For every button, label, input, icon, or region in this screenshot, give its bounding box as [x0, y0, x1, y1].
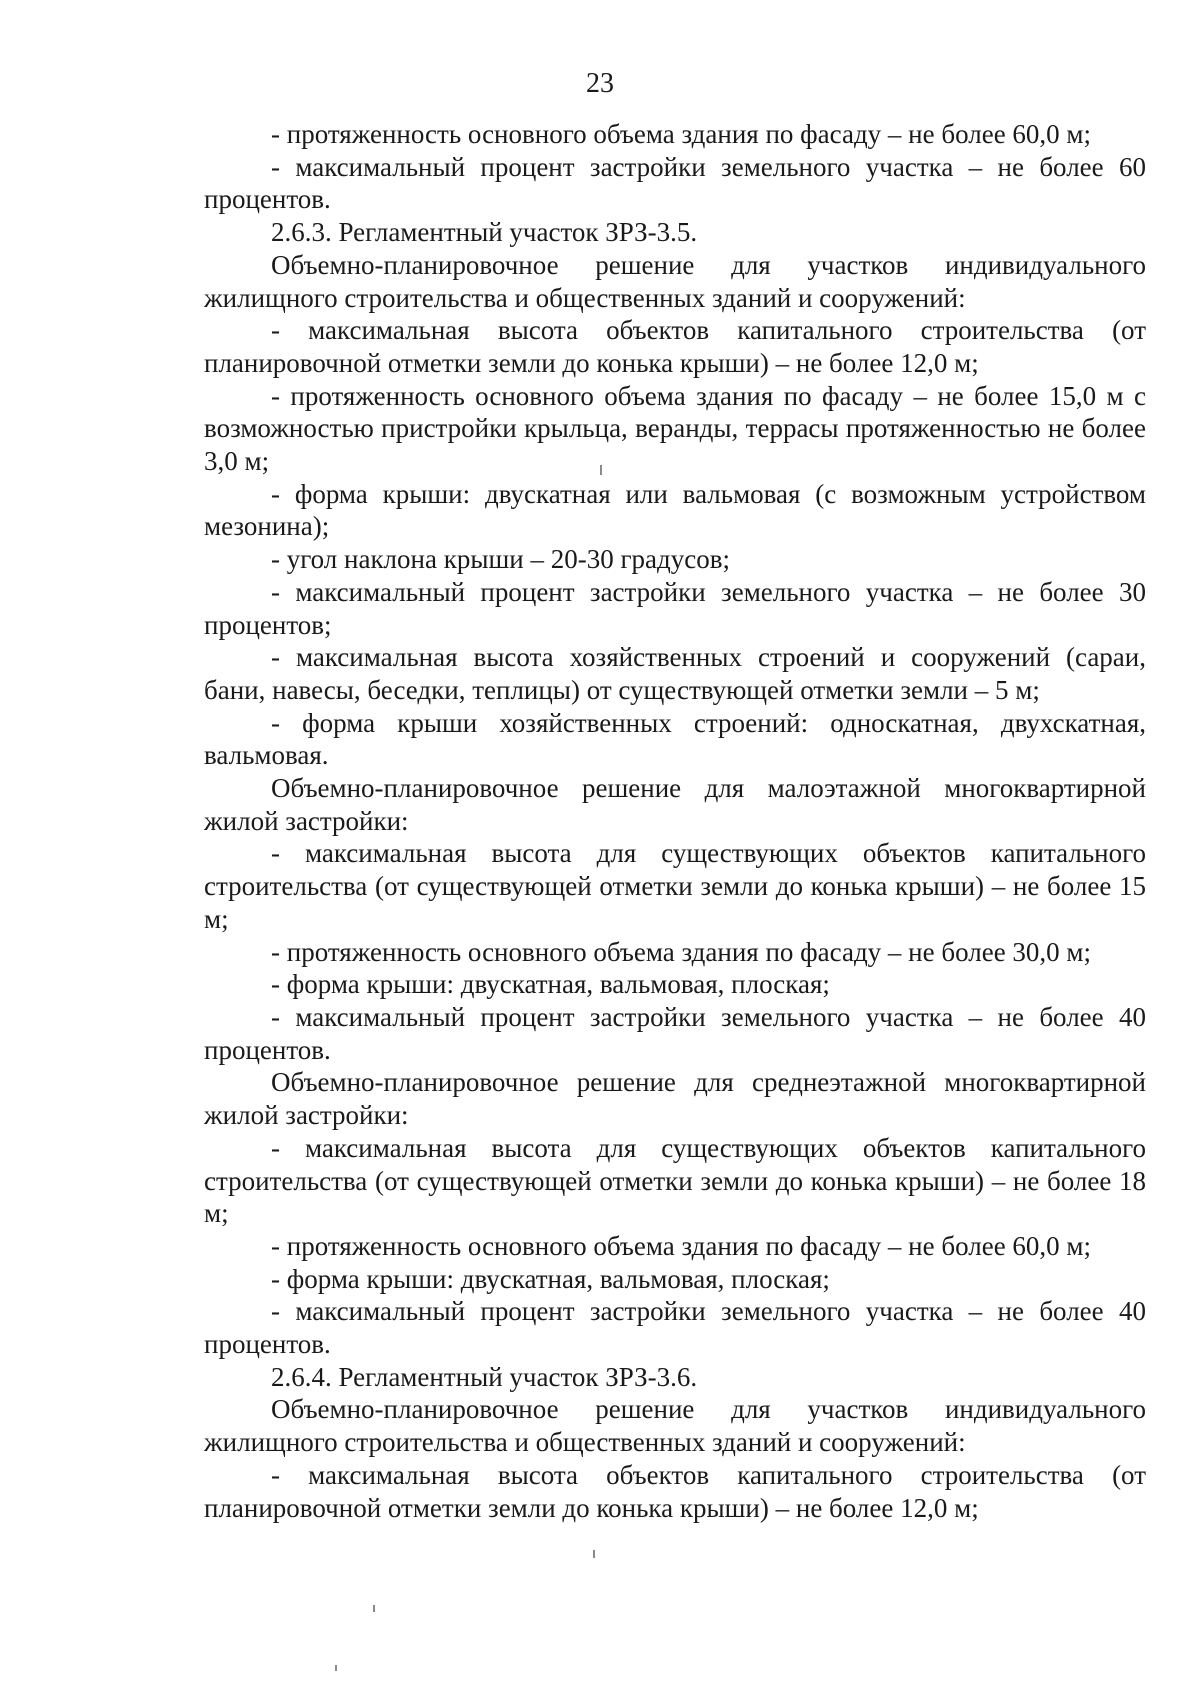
paragraph: - протяженность основного объема здания по фасаду – не более 30,0 м; — [271, 936, 1092, 967]
paragraph: - протяженность основного объема здания по фасаду – не более 15,0 м с возможностью пристройки крыльца, веранды, террасы протяженностью не более 3,0 м; — [204, 380, 1146, 477]
paragraph: - форма крыши: двускатная, вальмовая, плоская; — [271, 969, 830, 1000]
paragraph: - протяженность основного объема здания по фасаду – не более 60,0 м; — [271, 119, 1092, 149]
document-body — [204, 118, 1146, 1524]
paragraph: - форма крыши хозяйственных строений: односкатная, двухскатная, вальмовая. — [204, 707, 1146, 771]
section-heading: 2.6.3. Регламентный участок ЗРЗ-3.5. — [271, 217, 698, 248]
section-heading: 2.6.4. Регламентный участок ЗРЗ-3.6. — [271, 1361, 698, 1392]
page-number: 23 — [586, 68, 614, 99]
paragraph: Объемно-планировочное решение для малоэтажной многоквартирной жилой застройки: — [204, 773, 1146, 836]
paragraph: - максимальный процент застройки земельного участка – не более 40 процентов. — [204, 1001, 1146, 1065]
scan-artifact — [593, 1550, 595, 1558]
paragraph: - форма крыши: двускатная или вальмовая (с возможным устройством мезонина); — [204, 478, 1146, 542]
scan-artifact — [373, 1605, 375, 1612]
paragraph: - максимальный процент застройки земельного участка – не более 40 процентов. — [204, 1296, 1146, 1360]
paragraph: - максимальный процент застройки земельного участка – не более 30 процентов; — [204, 576, 1146, 640]
paragraph: - максимальная высота хозяйственных строений и сооружений (сараи, бани, навесы, беседки, теплицы) от существующей отметки земли – 5 м; — [204, 642, 1146, 705]
scan-artifact — [335, 1665, 337, 1671]
paragraph: - протяженность основного объема здания по фасаду – не более 60,0 м; — [271, 1230, 1092, 1261]
scan-artifact — [600, 465, 602, 475]
paragraph: - максимальная высота объектов капитального строительства (от планировочной отметки земли до конька крыши) – не более 12,0 м; — [204, 1459, 1146, 1523]
paragraph: - максимальная высота объектов капитального строительства (от планировочной отметки земли до конька крыши) – не более 12,0 м; — [204, 315, 1146, 378]
paragraph: - максимальная высота для существующих объектов капитального строительства (от существующей отметки земли до конька крыши) – не более 18 м; — [204, 1132, 1146, 1229]
paragraph: Объемно-планировочное решение для среднеэтажной многоквартирной жилой застройки: — [204, 1067, 1146, 1131]
paragraph: - максимальная высота для существующих объектов капитального строительства (от существующей отметки земли до конька крыши) – не более 15 м; — [204, 838, 1146, 934]
paragraph: - угол наклона крыши – 20-30 градусов; — [271, 544, 730, 575]
paragraph: Объемно-планировочное решение для участков индивидуального жилищного строительства и общественных зданий и сооружений: — [204, 1394, 1146, 1458]
paragraph: - максимальный процент застройки земельного участка – не более 60 процентов. — [204, 151, 1146, 215]
paragraph: - форма крыши: двускатная, вальмовая, плоская; — [271, 1263, 830, 1294]
paragraph: Объемно-планировочное решение для участков индивидуального жилищного строительства и общественных зданий и сооружений: — [204, 249, 1146, 313]
